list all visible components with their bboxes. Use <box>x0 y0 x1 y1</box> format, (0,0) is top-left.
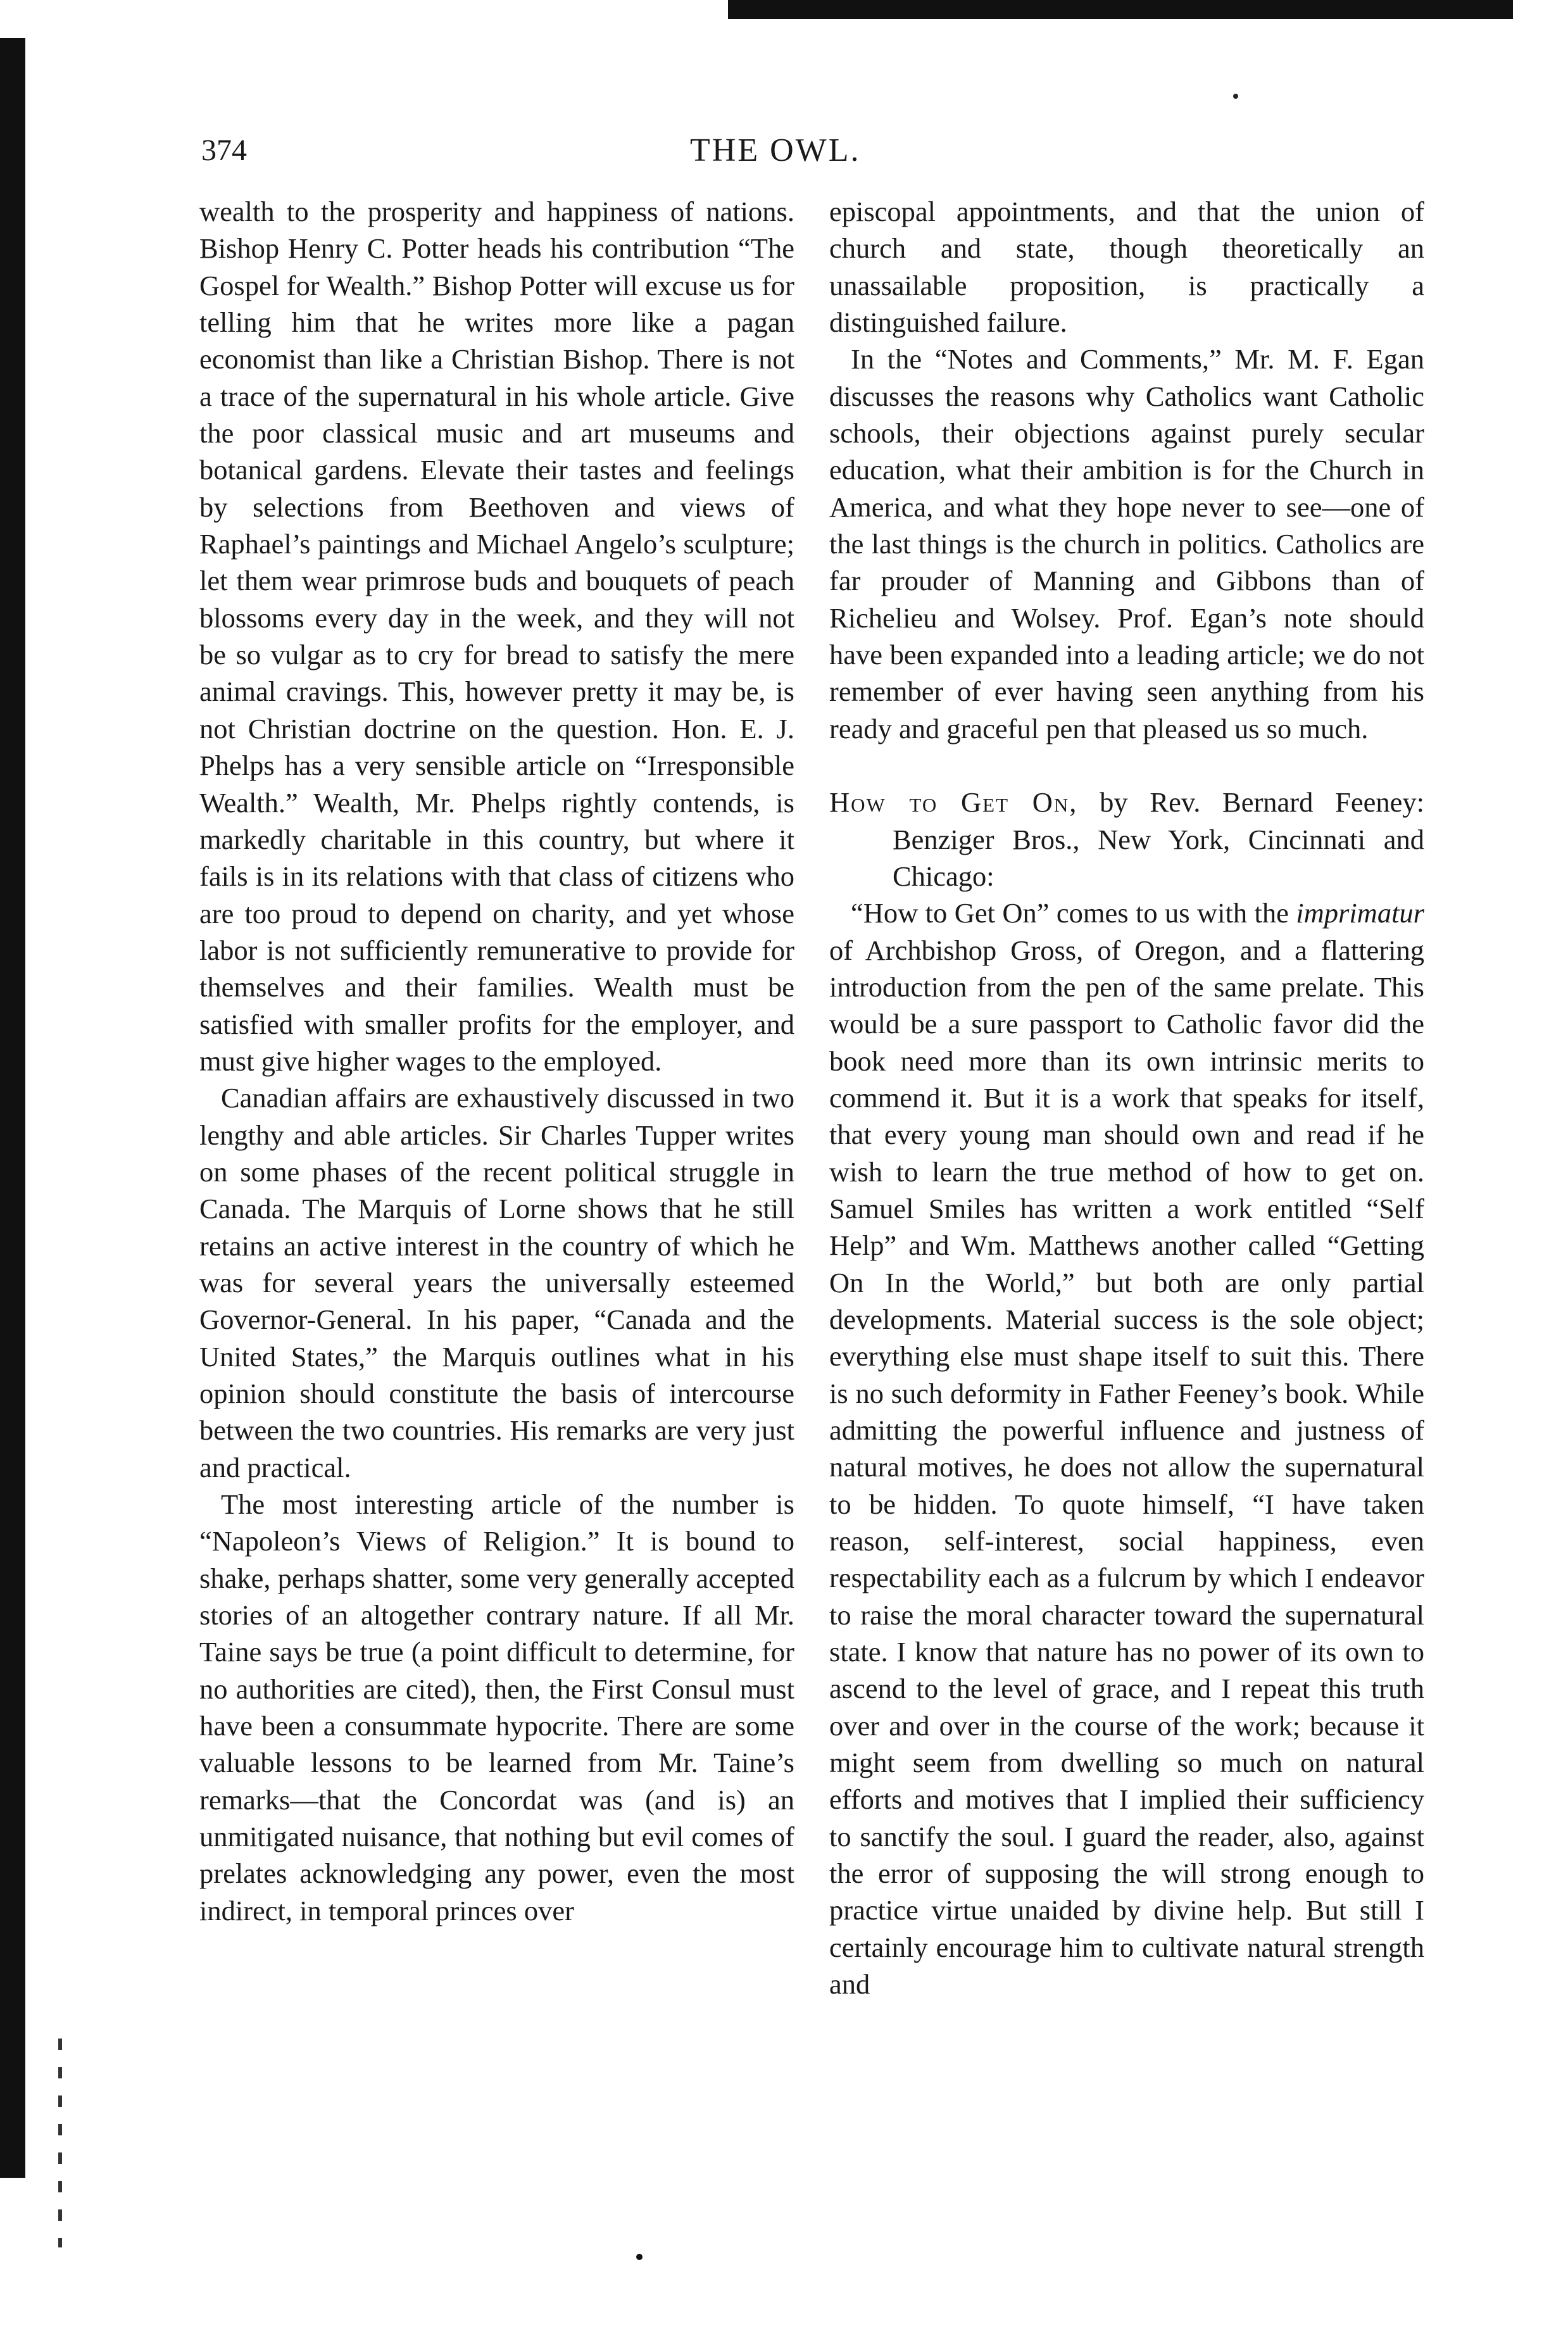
review-heading <box>829 784 1424 895</box>
page-number: 374 <box>201 134 247 167</box>
footer-dot <box>636 2254 643 2260</box>
paragraph: episcopal appointments, and that the union of church and state, though theoretically an unassailable proposition, is practically a distinguished failure. <box>829 196 1424 339</box>
margin-edge-marks <box>58 2039 62 2247</box>
paragraph: In the “Notes and Comments,” Mr. M. F. Egan discusses the reasons why Catholics want Catholic schools, their objections against purely secular education, what their ambition is for the Church in America, and what they hope never to see—one of the last things is the church in politics. Catholics are far prouder of Manning and Gibbons than of Richelieu and Wolsey. Prof. Egan’s note should have been expanded into a leading article; we do not remember of ever having seen anything from his ready and graceful pen that pleased us so much. <box>829 343 1424 745</box>
italic-term: imprimatur <box>1296 897 1424 929</box>
running-head: THE OWL. <box>690 132 861 168</box>
paragraph: Canadian affairs are exhaustively discussed in two lengthy and able articles. Sir Charles Tupper writes on some phases of the recent political struggle in Canada. The Marquis of Lorne shows that he still retains an active interest in the country of which he was for several years the universally esteemed Governor-General. In his paper, “Canada and the United States,” the Marquis outlines what in his opinion should constitute the basis of intercourse between the two countries. His remarks are very just and practical. <box>199 1082 794 1483</box>
paragraph-text: “How to Get On” comes to us with the <box>851 897 1296 929</box>
paragraph: The most interesting article of the number is “Napoleon’s Views of Religion.” It is bound to shake, perhaps shatter, some very generally accepted stories of an altogether contrary nature. If all Mr. Taine says be true (a point difficult to determine, for no authorities are cited), then, the First Consul must have been a consummate hypocrite. There are some valuable lessons to be learned from Mr. Taine’s remarks—that the Concordat was (and is) an unmitigated nuisance, that nothing but evil comes of prelates acknowledging any power, even the most indirect, in temporal princes over <box>199 1488 794 1926</box>
paragraph-text: of Archbishop Gross, of Oregon, and a flattering introduction from the pen of the same prelate. This would be a sure passport to Catholic favor did the book need more than its own intrinsic merits to commend it. But it is a work that speaks for itself, that every young man should own and read if he wish to learn the true method of how to get on. Samuel Smiles has written a work entitled “Self Help” and Wm. Matthews another called “Getting On In the World,” but both are only partial developments. Material success is the sole object; everything else must shape itself to suit this. There is no such deformity in Father Feeney’s book. While admitting the powerful influence and justness of natural motives, he does not allow the supernatural to be hidden. To quote himself, “I have taken reason, self-interest, social happiness, even respectability each as a fulcrum by which I endeavor to raise the moral character toward the supernatural state. I know that nature has no power of its own to ascend to the level of grace, and I repeat this truth over and over in the course of the work; because it might seem from dwelling so much on natural efforts and motives that I implied their sufficiency to sanctify the soul. I guard the reader, also, against the error of supposing the will strong enough to practice virtue unaided by divine help. But still I certainly encourage him to cultivate natural strength and <box>829 934 1424 2001</box>
top-border-rule <box>728 0 1513 19</box>
right-column <box>829 193 1424 2003</box>
review-publication-info: by Rev. Bernard Feeney: Benziger Bros., New York, Cincinnati and Chicago: <box>893 786 1424 892</box>
review-title: How to Get On, <box>829 786 1078 819</box>
print-speck <box>1233 94 1238 99</box>
left-binding-edge <box>0 38 25 2178</box>
paragraph: wealth to the prosperity and happiness of nations. Bishop Henry C. Potter heads his contribution “The Gospel for Wealth.” Bishop Potter will excuse us for telling him that he writes more like a pagan economist than like a Christian Bishop. There is not a trace of the supernatural in his whole article. Give the poor classical music and art museums and botanical gardens. Elevate their tastes and feelings by selections from Beethoven and views of Raphael’s paintings and Michael Angelo’s sculpture; let them wear primrose buds and bouquets of peach blossoms every day in the week, and they will not be so vulgar as to cry for bread to satisfy the mere animal cravings. This, however pretty it may be, is not Christian doctrine on the question. Hon. E. J. Phelps has a very sensible article on “Irresponsible Wealth.” Wealth, Mr. Phelps rightly contends, is markedly charitable in this country, but where it fails is in its relations with that class of citizens who are too proud to depend on charity, and yet whose labor is not sufficiently remunerative to provide for themselves and their families. Wealth must be satisfied with smaller profits for the employer, and must give higher wages to the employed. <box>199 196 794 1077</box>
left-column <box>199 193 794 1929</box>
paragraph <box>829 895 1424 2002</box>
